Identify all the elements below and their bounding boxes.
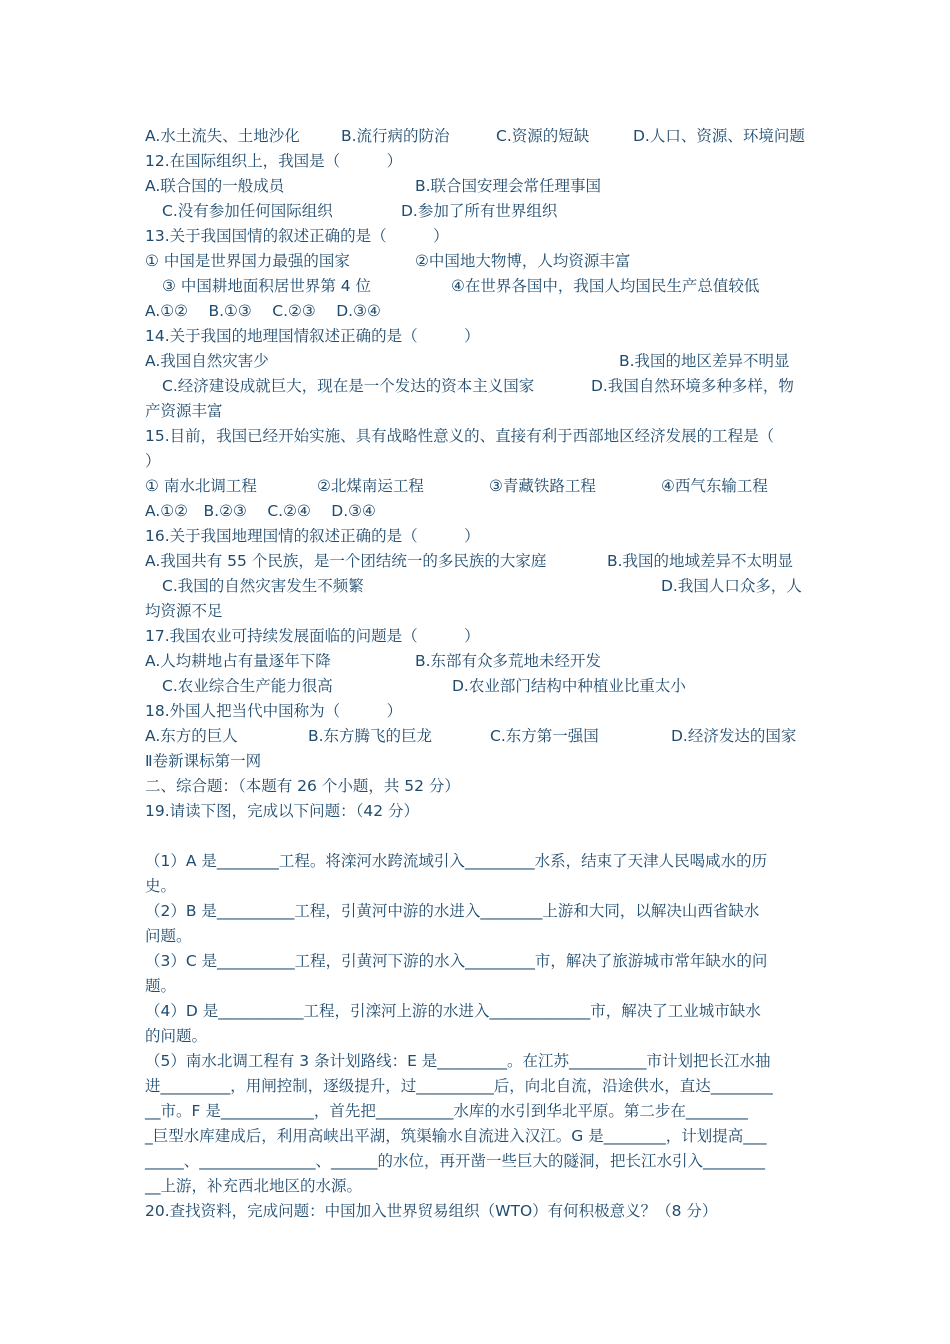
- q18-option-b: B.东方腾飞的巨龙: [308, 727, 433, 745]
- volume-2-heading: Ⅱ卷新课标第一网: [145, 752, 262, 770]
- q15-statement-3: ③青藏铁路工程: [489, 477, 596, 495]
- q20-stem: 20.查找资料，完成问题：中国加入世界贸易组织（WTO）有何积极意义？（8 分）: [145, 1202, 718, 1220]
- q17-options-row2: [145, 674, 810, 698]
- q14-option-a: A.我国自然灾害少: [145, 352, 269, 370]
- q16-options-row1: [145, 549, 810, 573]
- q12-stem: 12.在国际组织上，我国是（ ）: [145, 152, 403, 170]
- q19-part2-line2: 问题。: [145, 927, 192, 945]
- q15-statements: [145, 474, 810, 498]
- q19-part5-line2: 进_________，用闸控制，逐级提升，过__________后，向北自流，沿途供水，直达________: [145, 1077, 773, 1095]
- q12-options-row2: [145, 199, 810, 223]
- q18-stem: 18.外国人把当代中国称为（ ）: [145, 702, 403, 720]
- q12-option-d: D.参加了所有世界组织: [401, 202, 558, 220]
- q16-option-a: A.我国共有 55 个民族，是一个团结统一的多民族的大家庭: [145, 552, 547, 570]
- q13-statement-1: ① 中国是世界国力最强的国家: [145, 252, 350, 270]
- q13-statement-4: ④在世界各国中，我国人均国民生产总值较低: [451, 277, 760, 295]
- section-2-heading: 二、综合题：（本题有 26 个小题，共 52 分）: [145, 777, 460, 795]
- q18-option-d: D.经济发达的国家: [671, 727, 797, 745]
- q12-option-a: A.联合国的一般成员: [145, 177, 285, 195]
- q14-option-d: D.我国自然环境多种多样，物: [591, 377, 794, 395]
- q14-stem: 14.关于我国的地理国情叙述正确的是（ ）: [145, 327, 480, 345]
- q13-statements-row2: [145, 274, 810, 298]
- q11-option-d: D.人口、资源、环境问题: [633, 127, 805, 145]
- q19-part1-line1: （1）A 是________工程。将滦河水跨流域引入_________水系，结束了天津人民喝咸水的历: [145, 852, 768, 870]
- q18-option-a: A.东方的巨人: [145, 727, 238, 745]
- q15-stem-cont: ）: [145, 452, 161, 470]
- q18-option-c: C.东方第一强国: [490, 727, 599, 745]
- q14-option-d-cont: 产资源丰富: [145, 402, 223, 420]
- q19-part5-line5: _____、_______________、______的水位，再开凿一些巨大的隧洞，把长江水引入________: [145, 1152, 766, 1170]
- q19-stem: 19.请读下图，完成以下问题：（42 分）: [145, 802, 420, 820]
- q16-option-d-cont: 均资源不足: [145, 602, 223, 620]
- q16-option-b: B.我国的地域差异不太明显: [607, 552, 794, 570]
- q16-option-d: D.我国人口众多，人: [661, 577, 802, 595]
- q15-options: A.①② B.②③ C.②④ D.③④: [145, 502, 376, 520]
- q17-option-b: B.东部有众多荒地未经开发: [415, 652, 602, 670]
- q11-option-a: A.水土流失、土地沙化: [145, 127, 300, 145]
- q13-statement-3: ③ 中国耕地面积居世界第 4 位: [162, 277, 372, 295]
- q15-statement-1: ① 南水北调工程: [145, 477, 257, 495]
- q17-option-c: C.农业综合生产能力很高: [162, 677, 333, 695]
- q16-options-row2: [145, 574, 810, 598]
- q11-option-c: C.资源的短缺: [496, 127, 590, 145]
- q17-options-row1: [145, 649, 810, 673]
- q15-stem: 15.目前，我国已经开始实施、具有战略性意义的、直接有利于西部地区经济发展的工程是（: [145, 427, 775, 445]
- q19-part5-line3: __市。F 是____________，首先把__________水库的水引到华北平原。第二步在________: [145, 1102, 748, 1120]
- q18-options-row: [145, 724, 810, 748]
- q17-option-a: A.人均耕地占有量逐年下降: [145, 652, 331, 670]
- q13-options: A.①② B.①③ C.②③ D.③④: [145, 302, 381, 320]
- q14-option-b: B.我国的地区差异不明显: [619, 352, 790, 370]
- q15-statement-2: ②北煤南运工程: [317, 477, 424, 495]
- q15-statement-4: ④西气东输工程: [661, 477, 768, 495]
- q12-option-b: B.联合国安理会常任理事国: [415, 177, 602, 195]
- q19-part3-line2: 题。: [145, 977, 177, 995]
- q13-stem: 13.关于我国国情的叙述正确的是（ ）: [145, 227, 449, 245]
- q19-part4-line1: （4）D 是___________工程，引滦河上游的水进入_____________市，解决了工业城市缺水: [145, 1002, 761, 1020]
- q13-statement-2: ②中国地大物博，人均资源丰富: [415, 252, 631, 270]
- q19-part2-line1: （2）B 是__________工程，引黄河中游的水进入________上游和大同，以解决山西省缺水: [145, 902, 760, 920]
- q19-part5-line6: __上游，补充西北地区的水源。: [145, 1177, 363, 1195]
- q16-option-c: C.我国的自然灾害发生不频繁: [162, 577, 364, 595]
- q11-options-row: [145, 124, 810, 148]
- q19-part3-line1: （3）C 是__________工程，引黄河下游的水入_________市，解决了旅游城市常年缺水的问: [145, 952, 768, 970]
- q11-option-b: B.流行病的防治: [341, 127, 450, 145]
- q19-part1-line2: 史。: [145, 877, 177, 895]
- q19-part5-line1: （5）南水北调工程有 3 条计划路线：E 是_________。在江苏__________市计划把长江水抽: [145, 1052, 771, 1070]
- q19-part4-line2: 的问题。: [145, 1027, 208, 1045]
- q16-stem: 16.关于我国地理国情的叙述正确的是（ ）: [145, 527, 480, 545]
- q12-option-c: C.没有参加任何国际组织: [162, 202, 333, 220]
- q17-option-d: D.农业部门结构中种植业比重太小: [452, 677, 686, 695]
- q12-options-row1: [145, 174, 810, 198]
- q13-statements-row1: [145, 249, 810, 273]
- q19-part5-line4: _巨型水库建成后，利用高峡出平湖，筑渠输水自流进入汉江。G 是________，计划提高___: [145, 1127, 767, 1145]
- q14-option-c: C.经济建设成就巨大，现在是一个发达的资本主义国家: [162, 377, 535, 395]
- q14-options-row1: [145, 349, 810, 373]
- q14-options-row2: [145, 374, 810, 398]
- q17-stem: 17.我国农业可持续发展面临的问题是（ ）: [145, 627, 480, 645]
